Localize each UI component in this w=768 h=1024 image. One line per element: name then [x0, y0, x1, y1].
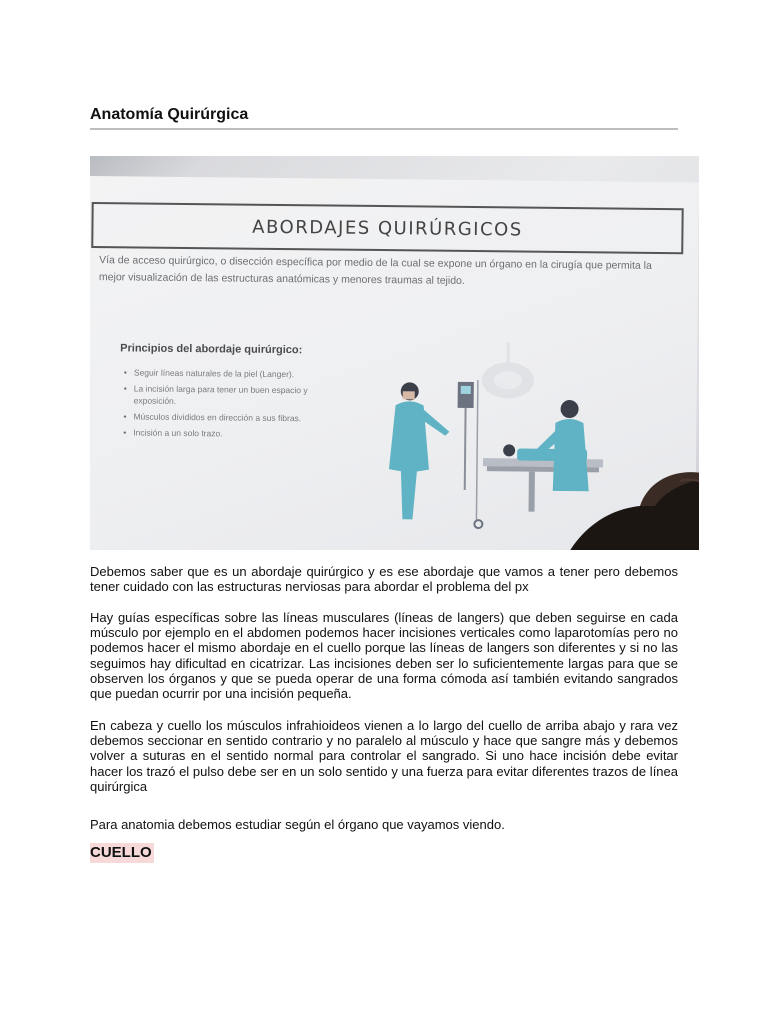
slide-title: ABORDAJES QUIRÚRGICOS — [252, 216, 523, 241]
body-paragraph: Para anatomia debemos estudiar según el órgano que vayamos viendo. — [90, 817, 505, 832]
monitor-stand-icon — [456, 380, 484, 528]
slide-photo — [90, 156, 699, 550]
nurse-figure-icon — [388, 382, 449, 520]
slide-principle-item: • Músculos divididos en dirección a sus fibras. — [123, 410, 323, 424]
slide-principle-item: • La incisión larga para tener un buen espacio y exposición. — [124, 382, 324, 408]
document-title: Anatomía Quirúrgica — [90, 106, 678, 130]
body-paragraph: Hay guías específicas sobre las líneas musculares (líneas de langers) que deben seguirse en cada músculo por ejemplo en el abdomen podemos hacer incisiones verticales como laparotomías pero no podemos hacer el mismo abordaje en el cuello porque las líneas de langers son diferentes y si no las seguimos hay dificultad en cicatrizar. Las incisiones deben ser lo suficientemente largas para que se observen los órganos y que se pueda operar de una forma cómoda así también evitando sangrados que puedan ocurrir por una incisión pequeña. — [90, 610, 678, 702]
body-paragraph: Debemos saber que es un abordaje quirúrgico y es ese abordaje que vamos a tener pero debemos tener cuidado con las estructuras nerviosas para abordar el problema del px — [90, 564, 678, 595]
slide-principles-heading: Principios del abordaje quirúrgico: — [120, 342, 303, 357]
section-heading-cuello: CUELLO — [90, 844, 152, 861]
slide-definition: Vía de acceso quirúrgico, o disección específica por medio de la cual se expone un órgano en la cirugía que permita la mejor visualización de las estructuras anatómicas y menores traumas al tejido. — [98, 254, 652, 287]
slide-principle-item: • Seguir líneas naturales de la piel (Langer). — [124, 366, 324, 380]
audience-head-silhouette — [520, 406, 699, 550]
surgical-lamp-icon — [482, 342, 535, 399]
slide-title-box — [91, 202, 683, 254]
slide-principle-item: • Incisión a un solo trazo. — [123, 426, 323, 440]
body-paragraph: En cabeza y cuello los músculos infrahioideos vienen a lo largo del cuello de arriba abajo y rara vez debemos seccionar en sentido contrario y no paralelo al músculo y hace que sangre más y debemos volver a suturas en el sentido normal para controlar el sangrado. Si uno hace incisión debe evitar hacer los trazó el pulso debe ser en un solo sentido y una fuerza para evitar diferentes trazos de línea quirúrgica — [90, 718, 678, 794]
slide-principles-list — [123, 366, 324, 444]
